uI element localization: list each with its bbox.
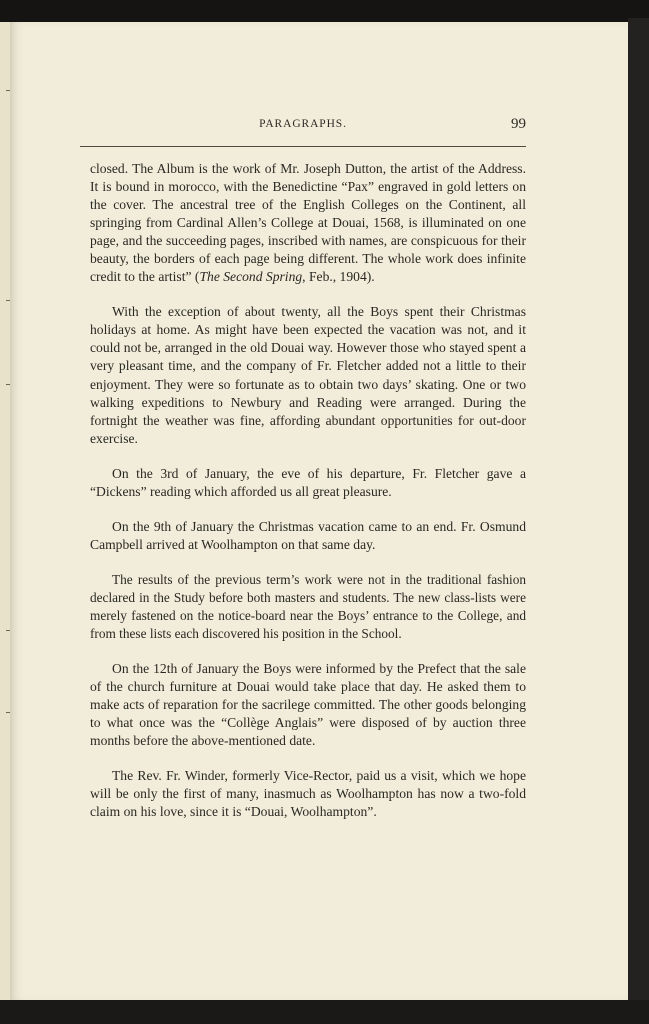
- scan-bottom-edge: [0, 1000, 649, 1024]
- page-header: [80, 116, 526, 136]
- paragraph-album: [90, 160, 526, 286]
- paragraph-holidays: With the exception of about twenty, all the Boys spent their Christmas holidays at home. As might have been expected the vacation was not, and it could not be, arranged in the old Douai way. However those who stayed spent a very pleasant time, and the company of Fr. Fletcher added not a little to their enjoyment. They were so fortunate as to obtain two days’ skating. One or two walking expeditions to Newbury and Reading were arranged. During the fortnight the weather was fine, affording abundant opportunities for out-door exercise.: [90, 304, 526, 446]
- paragraph-douai-sale: On the 12th of January the Boys were informed by the Prefect that the sale of the church furniture at Douai would take place that day. He asked them to make acts of reparation for the sacrilege committed. The other goods belonging to what once was the “Collège Anglais” were disposed of by auction three months before the above-mentioned date.: [90, 661, 526, 749]
- paragraph-vacation-end: On the 9th of January the Christmas vacation came to an end. Fr. Osmund Campbell arrived at Woolhampton on that same day.: [90, 518, 526, 552]
- paragraph-album-text: closed. The Album is the work of Mr. Joseph Dutton, the artist of the Address. It is bound in morocco, with the Benedictine “Pax” engraved in gold letters on the cover. The ancestral tree of the English Colleges on the Continent, all springing from Cardinal Allen’s College at Douai, 1568, is illuminated on one page, and the succeeding pages, inscribed with names, are conspicuous for their beauty, the borders of each page being different. The whole work does infinite credit to the artist” (: [90, 161, 526, 285]
- facing-page-edge: [0, 22, 10, 1002]
- paragraph-dickens-reading: On the 3rd of January, the eve of his departure, Fr. Fletcher gave a “Dickens” reading which afforded us all great pleasure.: [90, 465, 526, 499]
- paragraph-album-citation: , Feb., 1904).: [302, 269, 375, 285]
- header-rule: [80, 146, 526, 147]
- paragraph-winder-visit: The Rev. Fr. Winder, formerly Vice-Rector, paid us a visit, which we hope will be only the first of many, inasmuch as Woolhampton has now a two-fold claim on his love, since it is “Douai, Woolhampton”.: [90, 768, 526, 820]
- book-cover-edge: [628, 18, 649, 1008]
- running-head: PARAGRAPHS.: [259, 118, 347, 130]
- paragraph-class-lists: The results of the previous term’s work were not in the traditional fashion declared in the Study before both masters and students. The new class-lists were merely fastened on the notice-board near the Boys’ entrance to the College, and from these lists each discovered his position in the School.: [90, 571, 526, 642]
- body-text: [90, 160, 526, 838]
- source-title: The Second Spring: [199, 269, 303, 285]
- page-number: 99: [511, 116, 526, 132]
